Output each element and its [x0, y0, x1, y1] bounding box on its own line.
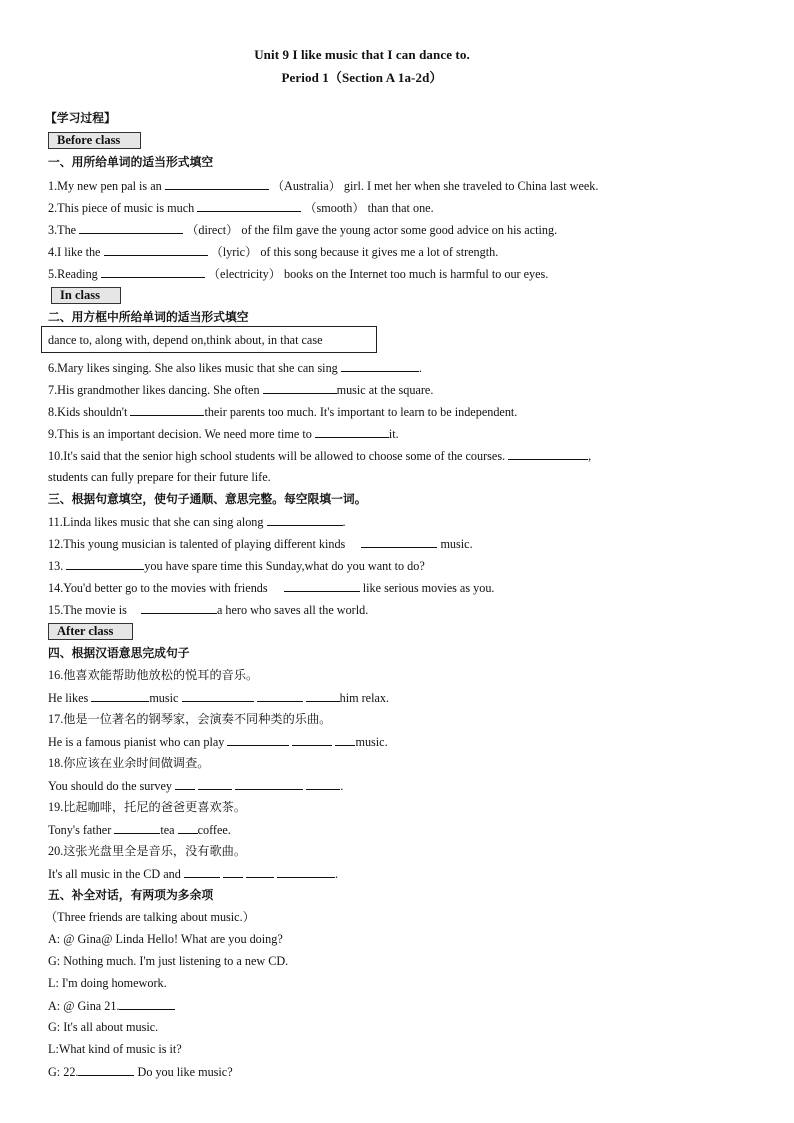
- section-1-heading: 一、用所给单词的适当形式填空: [48, 155, 214, 169]
- q17-blank-3[interactable]: [335, 733, 355, 746]
- question-18-chinese: 18.你应该在业余时间做调查。: [48, 756, 210, 770]
- q12-blank[interactable]: [361, 535, 437, 548]
- q15-text-b: a hero who saves all the world.: [216, 603, 369, 617]
- question-13: [48, 557, 425, 574]
- q16-blank-4[interactable]: [306, 689, 340, 702]
- blank-21[interactable]: [119, 997, 175, 1010]
- q3-text-a: 3.The: [48, 223, 77, 237]
- dialog-line-1: A: @ Gina@ Linda Hello! What are you doing?: [48, 932, 283, 946]
- q16-blank-2[interactable]: [182, 689, 254, 702]
- question-20: [48, 865, 338, 882]
- q18-blank-2[interactable]: [198, 777, 232, 790]
- q2-blank[interactable]: [197, 199, 301, 212]
- q1-blank[interactable]: [165, 177, 269, 190]
- q16-text-b: music: [149, 691, 179, 705]
- q11-blank[interactable]: [267, 513, 343, 526]
- q6-blank[interactable]: [341, 359, 419, 372]
- question-15: [48, 601, 368, 618]
- q16-blank-1[interactable]: [91, 689, 149, 702]
- q1-text-a: 1.My new pen pal is an: [48, 179, 162, 193]
- q12-text-b: music.: [440, 537, 473, 551]
- section-5-heading: 五、补全对话，有两项为多余项: [48, 888, 214, 902]
- q4-text-a: 4.I like the: [48, 245, 101, 259]
- section-3-heading: 三、根据句意填空，使句子通顺、意思完整。每空限填一词。: [48, 492, 367, 506]
- q19-blank-2[interactable]: [178, 821, 198, 834]
- before-class-label: Before class: [48, 132, 141, 149]
- q18-text-a: You should do the survey: [48, 779, 173, 793]
- q18-blank-3[interactable]: [235, 777, 303, 790]
- q4-blank[interactable]: [104, 243, 208, 256]
- q20-blank-1[interactable]: [184, 865, 220, 878]
- dialog-line-4-text: A: @ Gina 21.: [48, 999, 120, 1013]
- q19-text-b: tea: [160, 823, 175, 837]
- q17-blank-2[interactable]: [292, 733, 332, 746]
- question-2: [48, 199, 434, 216]
- q17-text-b: music.: [355, 735, 388, 749]
- q5-text-b: （electricity） books on the Internet too much is harmful to our eyes.: [207, 267, 549, 281]
- q16-text-c: him relax.: [339, 691, 390, 705]
- q1-text-b: （Australia） girl. I met her when she traveled to China last week.: [271, 179, 599, 193]
- q8-text-a: 8.Kids shouldn't: [48, 405, 128, 419]
- q11-text-b: .: [342, 515, 346, 529]
- question-19-chinese: 19.比起咖啡，托尼的爸爸更喜欢茶。: [48, 800, 247, 814]
- q19-blank-1[interactable]: [114, 821, 160, 834]
- q4-text-b: （lyric） of this song because it gives me a lot of strength.: [210, 245, 499, 259]
- dialog-line-7-text-b: Do you like music?: [137, 1065, 233, 1079]
- q20-text-a: It's all music in the CD and: [48, 867, 181, 881]
- q20-blank-3[interactable]: [246, 865, 274, 878]
- q10-blank[interactable]: [508, 447, 588, 460]
- q10-text-b: ,: [588, 449, 592, 463]
- q18-blank-4[interactable]: [306, 777, 340, 790]
- q14-text-b: like serious movies as you.: [362, 581, 495, 595]
- q8-text-b: their parents too much. It's important to learn to be independent.: [204, 405, 518, 419]
- q18-text-b: .: [340, 779, 344, 793]
- q7-text-a: 7.His grandmother likes dancing. She often: [48, 383, 260, 397]
- process-heading: 【学习过程】: [45, 111, 116, 125]
- q14-text-a: 14.You'd better go to the movies with friends: [48, 581, 268, 595]
- question-16-chinese: 16.他喜欢能帮助他放松的悦耳的音乐。: [48, 668, 259, 682]
- question-3: [48, 221, 557, 238]
- q9-blank[interactable]: [315, 425, 389, 438]
- q5-text-a: 5.Reading: [48, 267, 98, 281]
- question-16: [48, 689, 389, 706]
- q13-blank[interactable]: [66, 557, 144, 570]
- dialog-line-5: G: It's all about music.: [48, 1020, 159, 1034]
- question-4: [48, 243, 498, 260]
- section-2-heading: 二、用方框中所给单词的适当形式填空: [48, 310, 249, 324]
- q11-text-a: 11.Linda likes music that she can sing along: [48, 515, 264, 529]
- question-7: [48, 381, 433, 398]
- dialog-line-6: L:What kind of music is it?: [48, 1042, 182, 1056]
- q9-text-a: 9.This is an important decision. We need more time to: [48, 427, 312, 441]
- q15-text-a: 15.The movie is: [48, 603, 127, 617]
- q7-text-b: music at the square.: [336, 383, 434, 397]
- q19-text-c: coffee.: [197, 823, 231, 837]
- question-17: [48, 733, 388, 750]
- q14-blank[interactable]: [284, 579, 360, 592]
- q13-text-a: 13.: [48, 559, 64, 573]
- q19-text-a: Tony's father: [48, 823, 112, 837]
- question-20-chinese: 20.这张光盘里全是音乐，没有歌曲。: [48, 844, 247, 858]
- q18-blank-1[interactable]: [175, 777, 195, 790]
- dialog-intro: （Three friends are talking about music.）: [45, 910, 255, 924]
- question-9: [48, 425, 399, 442]
- dialog-line-4: [48, 997, 175, 1014]
- period-subtitle: Period 1（Section A 1a-2d）: [281, 70, 443, 85]
- question-8: [48, 403, 517, 420]
- question-18: [48, 777, 343, 794]
- q16-text-a: He likes: [48, 691, 89, 705]
- q20-blank-2[interactable]: [223, 865, 243, 878]
- q17-blank-1[interactable]: [227, 733, 289, 746]
- q20-text-b: .: [335, 867, 339, 881]
- q17-text-a: He is a famous pianist who can play: [48, 735, 225, 749]
- q3-text-b: （direct） of the film gave the young actor some good advice on his acting.: [186, 223, 558, 237]
- word-box: dance to, along with, depend on,think about, in that case: [41, 326, 377, 353]
- in-class-label: In class: [51, 287, 121, 304]
- q13-text-b: you have spare time this Sunday,what do you want to do?: [144, 559, 425, 573]
- q16-blank-3[interactable]: [257, 689, 303, 702]
- q12-text-a: 12.This young musician is talented of playing different kinds: [48, 537, 346, 551]
- question-14: [48, 579, 494, 596]
- q6-text-b: .: [418, 361, 422, 375]
- q8-blank[interactable]: [130, 403, 204, 416]
- question-6: [48, 359, 422, 376]
- q9-text-b: it.: [388, 427, 399, 441]
- dialog-line-7-text-a: G: 22.: [48, 1065, 79, 1079]
- q20-blank-4[interactable]: [277, 865, 335, 878]
- q15-blank[interactable]: [141, 601, 217, 614]
- question-19: [48, 821, 231, 838]
- dialog-line-3: L: I'm doing homework.: [48, 976, 167, 990]
- question-12: [48, 535, 473, 552]
- dialog-line-2: G: Nothing much. I'm just listening to a new CD.: [48, 954, 289, 968]
- blank-22[interactable]: [78, 1063, 134, 1076]
- question-11: [48, 513, 346, 530]
- q6-text-a: 6.Mary likes singing. She also likes music that she can sing: [48, 361, 338, 375]
- q2-text-b: （smooth） than that one.: [304, 201, 434, 215]
- after-class-label: After class: [48, 623, 133, 640]
- question-10-continued: students can fully prepare for their future life.: [48, 470, 271, 484]
- q10-text-a: 10.It's said that the senior high school students will be allowed to choose some of the courses.: [48, 449, 506, 463]
- question-5: [48, 265, 548, 282]
- question-1: [48, 177, 598, 194]
- q7-blank[interactable]: [263, 381, 337, 394]
- q3-blank[interactable]: [79, 221, 183, 234]
- question-17-chinese: 17.他是一位著名的钢琴家，会演奏不同种类的乐曲。: [48, 712, 332, 726]
- q2-text-a: 2.This piece of music is much: [48, 201, 195, 215]
- q5-blank[interactable]: [101, 265, 205, 278]
- question-10: [48, 447, 591, 464]
- unit-title: Unit 9 I like music that I can dance to.: [254, 47, 470, 62]
- dialog-line-7: [48, 1063, 233, 1080]
- section-4-heading: 四、根据汉语意思完成句子: [48, 646, 190, 660]
